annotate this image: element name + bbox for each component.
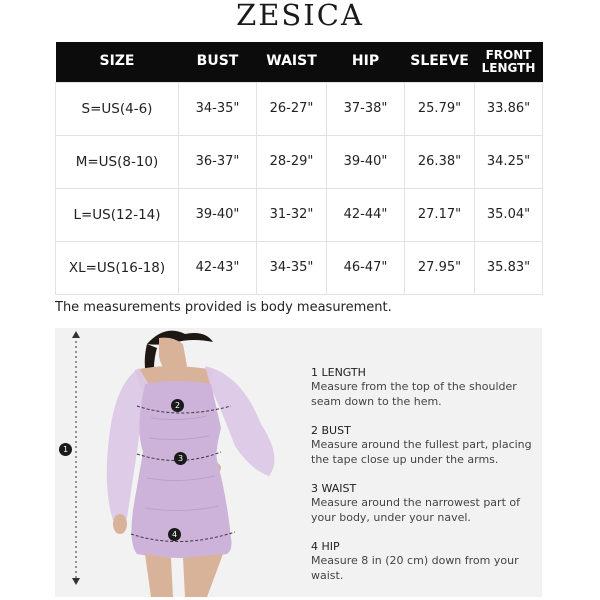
step-description: Measure from the top of the shoulder seam down to the hem. (311, 380, 517, 408)
marker-length-label: 1 (62, 445, 69, 454)
marker-length (59, 443, 72, 456)
table-row (56, 82, 543, 135)
model-illustration (55, 328, 305, 597)
table-cell: 39-40" (179, 188, 257, 241)
arrow-up-icon (72, 331, 80, 338)
table-cell: 26.38" (405, 135, 475, 188)
left-hand (113, 514, 127, 534)
table-row (56, 241, 543, 294)
table-row (56, 188, 543, 241)
step-bust (311, 424, 539, 467)
marker-hip (168, 528, 181, 541)
step-title: 4 HIP (311, 540, 340, 553)
marker-waist (174, 452, 187, 465)
table-cell: 37-38" (327, 82, 405, 135)
table-cell: 42-43" (179, 241, 257, 294)
brand-logo: ZESICA (236, 0, 364, 32)
table-cell: M=US(8-10) (56, 135, 179, 188)
table-cell: 42-44" (327, 188, 405, 241)
table-cell: 35.04" (475, 188, 543, 241)
step-description: Measure 8 in (20 cm) down from your waist. (311, 554, 519, 582)
measurement-note: The measurements provided is body measurement. (55, 300, 392, 315)
step-title: 3 WAIST (311, 482, 357, 495)
step-description: Measure around the fullest part, placing the tape close up under the arms. (311, 438, 532, 466)
marker-hip-label: 4 (171, 530, 178, 539)
header-sleeve: SLEEVE (405, 42, 475, 82)
step-title: 2 BUST (311, 424, 351, 437)
table-cell: 27.95" (405, 241, 475, 294)
header-waist: WAIST (257, 42, 327, 82)
table-header-row (56, 42, 543, 82)
marker-bust-label: 2 (174, 401, 181, 410)
table-cell: S=US(4-6) (56, 82, 179, 135)
measurement-diagram (55, 328, 542, 597)
table-cell: 28-29" (257, 135, 327, 188)
header-hip: HIP (327, 42, 405, 82)
table-cell: 36-37" (179, 135, 257, 188)
table-cell: 46-47" (327, 241, 405, 294)
table-cell: L=US(12-14) (56, 188, 179, 241)
left-leg (145, 554, 173, 597)
table-cell: 34-35" (257, 241, 327, 294)
marker-waist-label: 3 (177, 454, 184, 463)
step-title: 1 LENGTH (311, 366, 366, 379)
table-cell: XL=US(16-18) (56, 241, 179, 294)
arrow-down-icon (72, 578, 80, 585)
table-cell: 31-32" (257, 188, 327, 241)
table-cell: 27.17" (405, 188, 475, 241)
header-front-length: FRONT LENGTH (475, 42, 543, 82)
table-cell: 26-27" (257, 82, 327, 135)
table-cell: 25.79" (405, 82, 475, 135)
marker-bust (171, 399, 184, 412)
right-leg (183, 554, 223, 597)
table-cell: 34-35" (179, 82, 257, 135)
table-cell: 34.25" (475, 135, 543, 188)
step-waist (311, 482, 539, 525)
table-cell: 33.86" (475, 82, 543, 135)
measurement-instructions (311, 366, 539, 598)
header-size: SIZE (56, 42, 179, 82)
step-description: Measure around the narrowest part of your body, under your navel. (311, 496, 520, 524)
step-hip (311, 540, 539, 583)
table-cell: 35.83" (475, 241, 543, 294)
table-row (56, 135, 543, 188)
step-length (311, 366, 539, 409)
size-chart-table (55, 42, 543, 295)
table-cell: 39-40" (327, 135, 405, 188)
header-bust: BUST (179, 42, 257, 82)
